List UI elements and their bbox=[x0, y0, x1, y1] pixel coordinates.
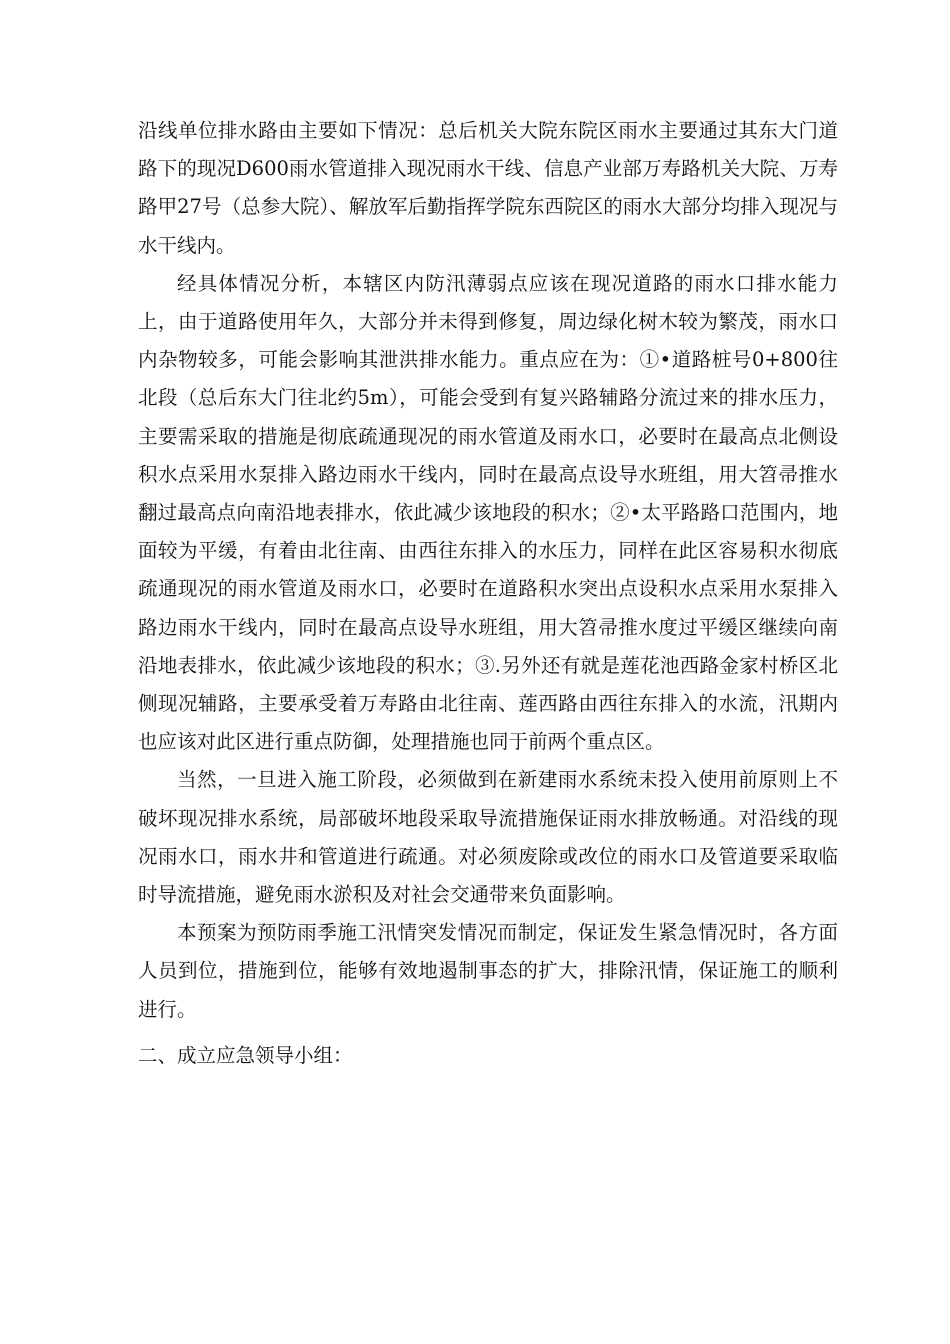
paragraph-construction-stage: 当然，一旦进入施工阶段，必须做到在新建雨水系统未投入使用前原则上不破坏现况排水系统，局部破坏地段采取导流措施保证雨水排放畅通。对沿线的现况雨水口，雨水井和管道进行疏通。对必须废除或改位的雨水口及管道要采取临时导流措施，避免雨水淤积及对社会交通带来负面影响。 bbox=[138, 768, 838, 907]
paragraph-plan-purpose: 本预案为预防雨季施工汛情突发情况而制定，保证发生紧急情况时，各方面人员到位，措施到位，能够有效地遏制事态的扩大，排除汛情，保证施工的顺利进行。 bbox=[138, 921, 838, 1021]
section-heading: 二、成立应急领导小组： bbox=[138, 1043, 353, 1067]
paragraph-drainage-routes: 沿线单位排水路由主要如下情况：总后机关大院东院区雨水主要通过其东大门道路下的现况D600雨水管道排入现况雨水干线、信息产业部万寿路机关大院、万寿路甲27号（总参大院）、解放军后勤指挥学院东西院区的雨水大部分均排入现况与水干线内。 bbox=[138, 119, 838, 257]
paragraph-weak-points-analysis: 经具体情况分析，本辖区内防汛薄弱点应该在现况道路的雨水口排水能力上，由于道路使用年久，大部分并未得到修复，周边绿化树木较为繁茂，雨水口内杂物较多，可能会影响其泄洪排水能力。重点应在为：①•道路桩号0+800往北段（总后东大门往北约5m），可能会受到有复兴路辅路分流过来的排水压力，主要需采取的措施是彻底疏通现况的雨水管道及雨水口，必要时在最高点北侧设积水点采用水泵排入路边雨水干线内，同时在最高点设导水班组，用大笤帚推水翻过最高点向南沿地表排水，依此减少该地段的积水；②•太平路路口范围内，地面较为平缓，有着由北往南、由西往东排入的水压力，同样在此区容易积水彻底疏通现况的雨水管道及雨水口，必要时在道路积水突出点设积水点采用水泵排入路边雨水干线内，同时在最高点设导水班组，用大笤帚推水度过平缓区继续向南沿地表排水，依此减少该地段的积水；③.另外还有就是莲花池西路金家村桥区北侧现况辅路，主要承受着万寿路由北往南、莲西路由西往东排入的水流，汛期内也应该对此区进行重点防御，处理措施也同于前两个重点区。 bbox=[138, 271, 838, 754]
document-body bbox=[138, 112, 838, 1075]
